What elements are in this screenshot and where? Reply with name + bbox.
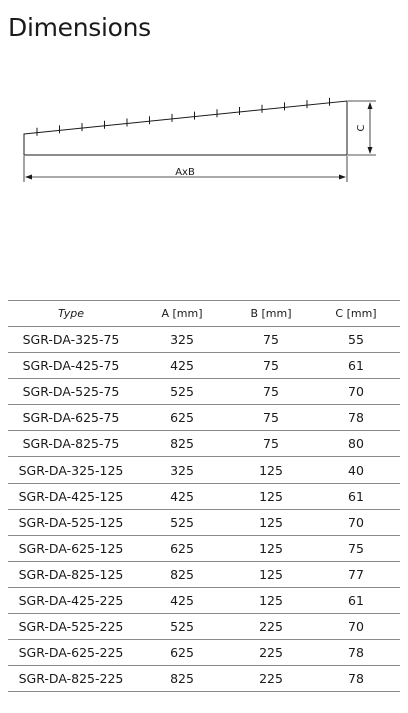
table-row (8, 587, 400, 613)
cell-b: 225 (230, 666, 312, 692)
cell-type: SGR-DA-325-125 (8, 457, 134, 483)
cell-c: 61 (312, 353, 400, 379)
cell-type: SGR-DA-425-125 (8, 483, 134, 509)
cell-c: 70 (312, 509, 400, 535)
table-row (8, 666, 400, 692)
cell-a: 525 (134, 614, 230, 640)
table-row (8, 614, 400, 640)
cell-a: 825 (134, 561, 230, 587)
table-row (8, 327, 400, 353)
cell-c: 75 (312, 535, 400, 561)
table-row (8, 640, 400, 666)
table-row (8, 483, 400, 509)
cell-a: 625 (134, 640, 230, 666)
cell-a: 425 (134, 587, 230, 613)
cell-a: 425 (134, 483, 230, 509)
cell-a: 325 (134, 457, 230, 483)
cell-b: 75 (230, 405, 312, 431)
c-label: C (356, 124, 367, 132)
cell-b: 225 (230, 614, 312, 640)
cell-type: SGR-DA-425-75 (8, 353, 134, 379)
cell-c: 40 (312, 457, 400, 483)
cell-c: 61 (312, 483, 400, 509)
cell-a: 325 (134, 327, 230, 353)
dimensions-table (8, 300, 400, 692)
cell-a: 525 (134, 379, 230, 405)
table-row (8, 405, 400, 431)
table-row (8, 535, 400, 561)
cell-c: 70 (312, 614, 400, 640)
cell-c: 55 (312, 327, 400, 353)
cell-type: SGR-DA-525-125 (8, 509, 134, 535)
cell-type: SGR-DA-825-75 (8, 431, 134, 457)
cell-a: 625 (134, 405, 230, 431)
cell-c: 78 (312, 666, 400, 692)
cell-b: 75 (230, 327, 312, 353)
cell-b: 125 (230, 535, 312, 561)
cell-a: 825 (134, 431, 230, 457)
table-row (8, 457, 400, 483)
cell-b: 75 (230, 431, 312, 457)
ramp-outline (24, 101, 347, 155)
cell-type: SGR-DA-625-125 (8, 535, 134, 561)
cell-a: 525 (134, 509, 230, 535)
table-row (8, 509, 400, 535)
header-a: A [mm] (134, 301, 230, 327)
header-b: B [mm] (230, 301, 312, 327)
page-title: Dimensions (8, 13, 151, 42)
cell-c: 70 (312, 379, 400, 405)
cell-type: SGR-DA-425-225 (8, 587, 134, 613)
axb-label: AxB (175, 167, 195, 178)
table-header-row (8, 301, 400, 327)
cell-c: 77 (312, 561, 400, 587)
cell-b: 75 (230, 379, 312, 405)
cell-b: 125 (230, 483, 312, 509)
cell-c: 78 (312, 405, 400, 431)
cell-type: SGR-DA-525-75 (8, 379, 134, 405)
table-row (8, 431, 400, 457)
table-row (8, 353, 400, 379)
cell-b: 125 (230, 561, 312, 587)
anti-slip-teeth (37, 98, 330, 136)
cell-type: SGR-DA-625-225 (8, 640, 134, 666)
header-type: Type (8, 301, 134, 327)
cell-a: 425 (134, 353, 230, 379)
ramp-dimension-drawing (0, 0, 408, 200)
cell-b: 125 (230, 509, 312, 535)
cell-type: SGR-DA-825-125 (8, 561, 134, 587)
cell-c: 78 (312, 640, 400, 666)
cell-type: SGR-DA-325-75 (8, 327, 134, 353)
cell-type: SGR-DA-525-225 (8, 614, 134, 640)
cell-b: 125 (230, 587, 312, 613)
cell-c: 80 (312, 431, 400, 457)
cell-b: 225 (230, 640, 312, 666)
cell-b: 75 (230, 353, 312, 379)
cell-a: 625 (134, 535, 230, 561)
header-c: C [mm] (312, 301, 400, 327)
cell-b: 125 (230, 457, 312, 483)
cell-type: SGR-DA-625-75 (8, 405, 134, 431)
table-row (8, 379, 400, 405)
cell-type: SGR-DA-825-225 (8, 666, 134, 692)
cell-a: 825 (134, 666, 230, 692)
table-row (8, 561, 400, 587)
cell-c: 61 (312, 587, 400, 613)
